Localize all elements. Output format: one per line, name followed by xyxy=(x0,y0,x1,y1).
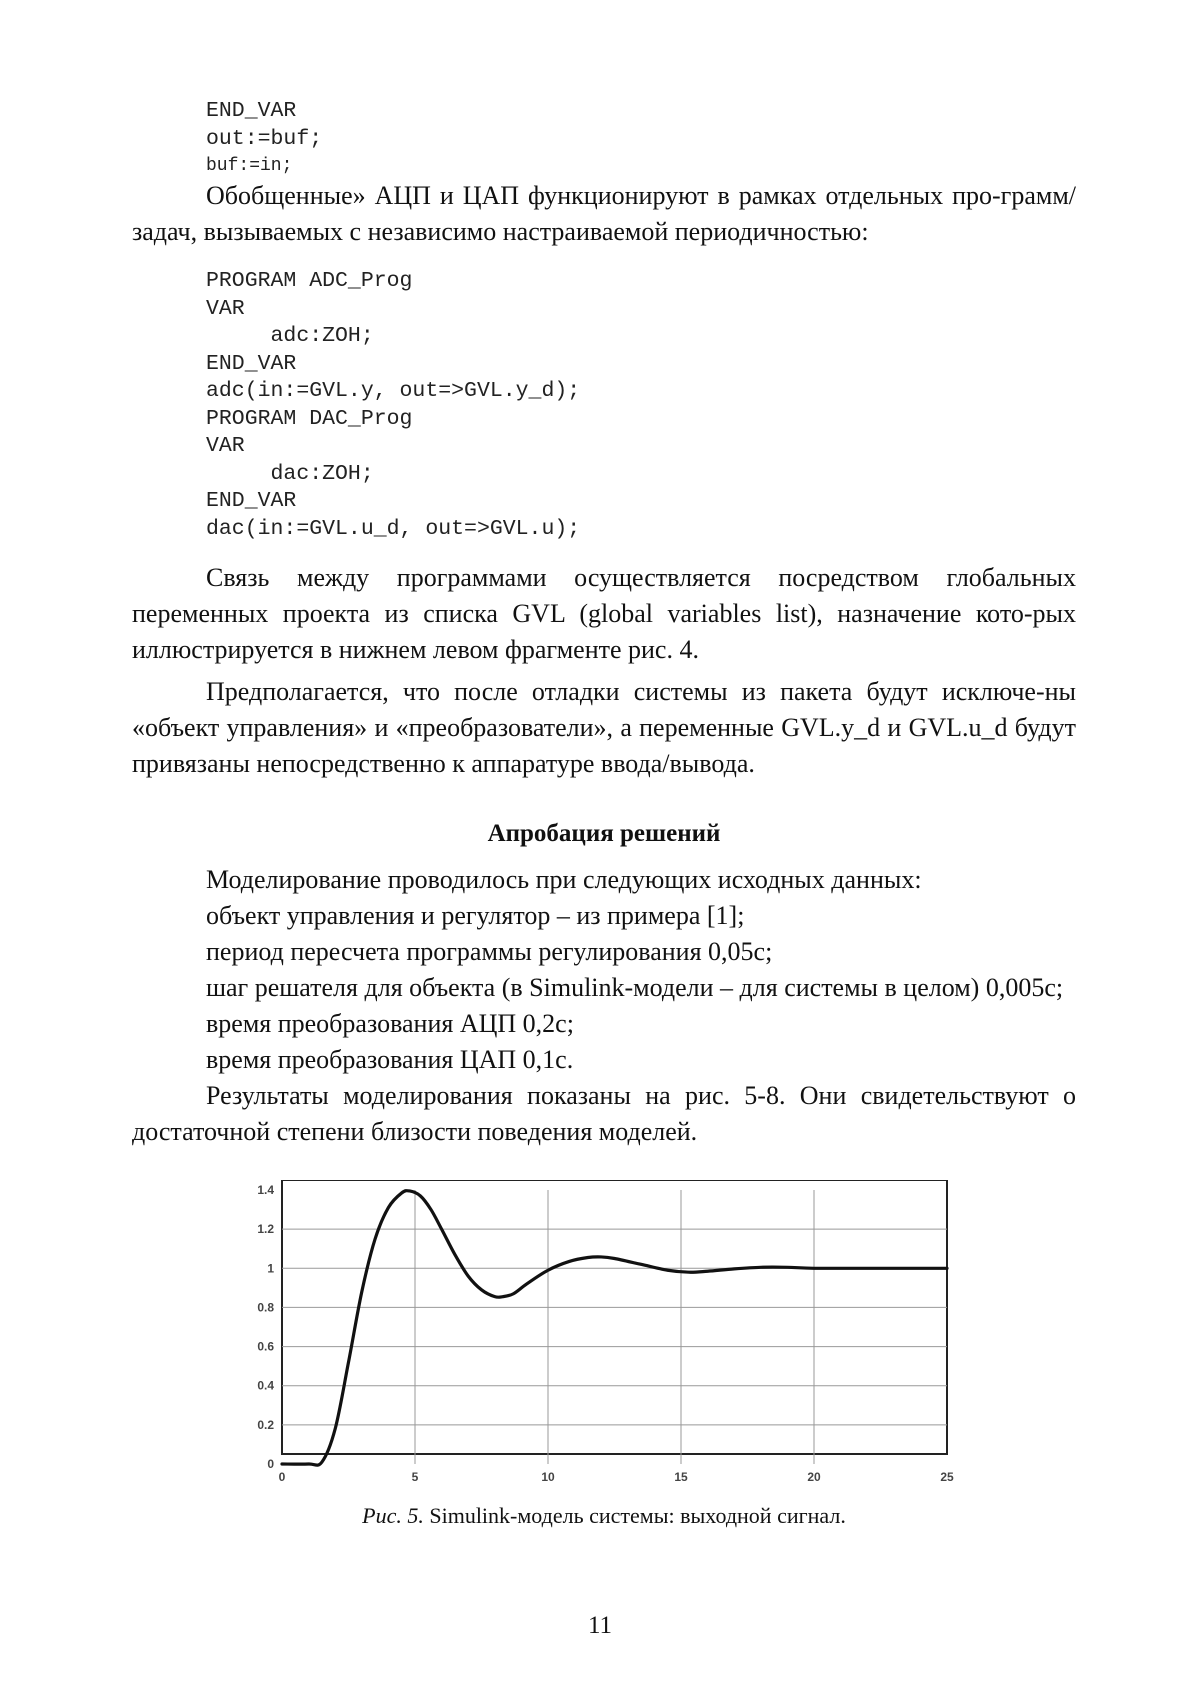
y-tick-label: 1.2 xyxy=(257,1222,274,1237)
y-tick-label: 0.4 xyxy=(257,1378,274,1393)
code-line: buf:=in; xyxy=(206,156,293,176)
code-line: VAR xyxy=(206,434,245,458)
code-line: END_VAR xyxy=(206,489,297,513)
paragraph-text: Результаты моделирования показаны на рис. 5-8. Они свидетельствуют о достаточной степени близости поведения моделей. xyxy=(132,1081,1076,1146)
figure-caption xyxy=(132,1503,1076,1529)
list-item: период пересчета программы регулирования 0,05с; xyxy=(206,937,773,966)
x-tick-label: 20 xyxy=(807,1470,821,1484)
list-intro: Моделирование проводилось при следующих исходных данных: xyxy=(206,865,922,894)
y-tick-label: 0.2 xyxy=(257,1417,274,1432)
y-tick-label: 1.4 xyxy=(257,1183,274,1197)
caption-label: Рис. 5. xyxy=(362,1503,424,1528)
code-line: out:=buf; xyxy=(206,126,323,151)
x-tick-label: 5 xyxy=(411,1470,419,1484)
x-tick-label: 0 xyxy=(278,1470,286,1484)
step-response-chart xyxy=(240,1180,960,1495)
list-item: время преобразования АЦП 0,2с; xyxy=(206,1009,574,1038)
x-tick-label: 10 xyxy=(541,1470,555,1484)
list-item: время преобразования ЦАП 0,1с. xyxy=(206,1045,574,1074)
code-line: PROGRAM ADC_Prog xyxy=(206,269,413,293)
code-line: END_VAR xyxy=(206,99,297,123)
caption-text: Simulink-модель системы: выходной сигнал. xyxy=(423,1503,846,1528)
code-line: dac:ZOH; xyxy=(206,461,374,486)
paragraph-text: Обобщенные» АЦП и ЦАП функционируют в рамках отдельных про-грамм/задач, вызываемых с независимо настраиваемой периодичностью: xyxy=(132,181,1076,246)
page-number: 11 xyxy=(587,1612,613,1639)
list-item: шаг решателя для объекта (в Simulink-модели – для системы в целом) 0,005с; xyxy=(206,973,1064,1002)
paragraph-conditions xyxy=(132,862,1076,1150)
paragraph-text: Связь между программами осуществляется посредством глобальных переменных проекта из списка GVL (global variables list), назначение кото-рых иллюстрируется в нижнем левом фрагменте рис. 4. xyxy=(132,563,1076,664)
paragraph-text: Предполагается, что после отладки системы из пакета будут исключе-ны «объект управления» и «преобразователи», а переменные GVL.y_d и GVL.u_d будут привязаны непосредственно к аппаратуре ввода/вывода. xyxy=(132,677,1076,778)
x-tick-label: 25 xyxy=(940,1470,954,1484)
code-block-end xyxy=(206,98,322,181)
code-line: VAR xyxy=(206,296,245,321)
code-block-programs xyxy=(206,268,580,543)
x-tick-label: 15 xyxy=(674,1470,688,1484)
paragraph-adc-dac xyxy=(132,178,1076,250)
code-line: adc(in:=GVL.y, out=>GVL.y_d); xyxy=(206,379,581,403)
section-heading: Апробация решений xyxy=(487,820,721,847)
code-line: PROGRAM DAC_Prog xyxy=(206,406,413,431)
code-line: END_VAR xyxy=(206,351,297,376)
code-line: adc:ZOH; xyxy=(206,324,374,348)
list-item: объект управления и регулятор – из примера [1]; xyxy=(206,901,745,930)
paragraph-debug xyxy=(132,674,1076,782)
y-tick-label: 0 xyxy=(267,1457,274,1471)
paragraph-gvl xyxy=(132,560,1076,668)
y-tick-label: 1 xyxy=(267,1261,274,1276)
y-tick-label: 0.6 xyxy=(257,1339,274,1354)
code-line: dac(in:=GVL.u_d, out=>GVL.u); xyxy=(206,516,581,541)
y-tick-label: 0.8 xyxy=(257,1300,274,1315)
